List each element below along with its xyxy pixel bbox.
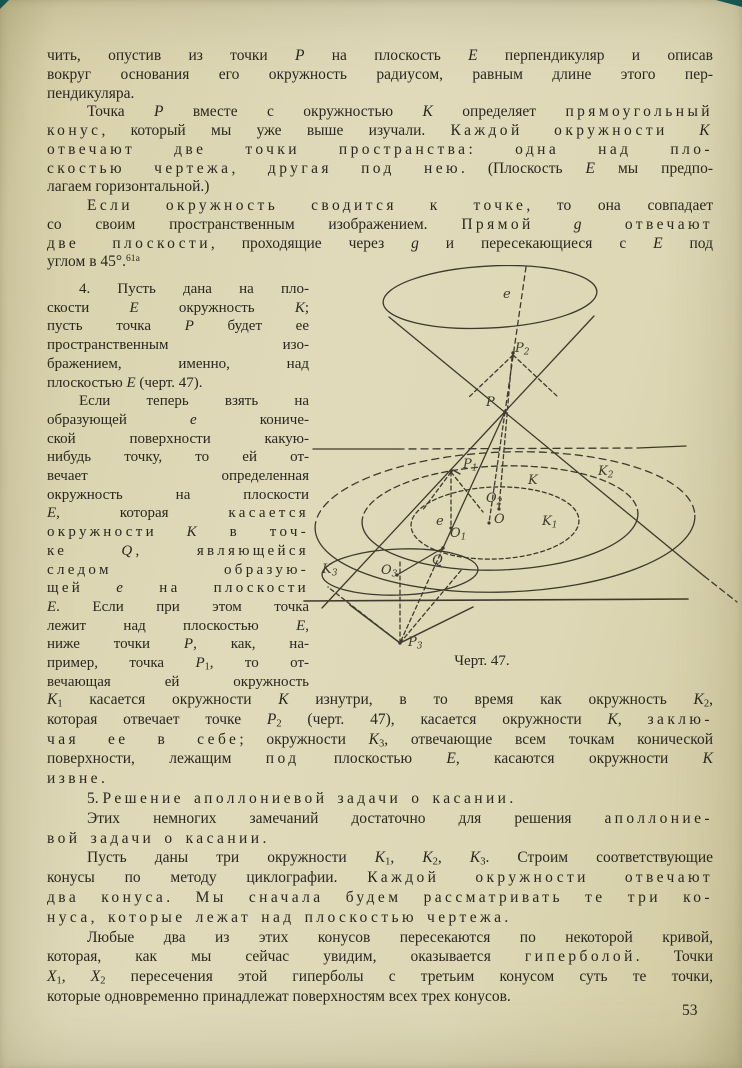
paragraph-block-left-column [47, 280, 309, 691]
text-line: нуса, которые лежат над плоскостью чертежа. [47, 908, 509, 926]
text-line: конусы по методу циклографии. Каждой окружности отвечают [47, 869, 713, 887]
text-line: Точка P вместе с окружностью K определяет прямоугольный [87, 103, 713, 121]
text-line: следом образую- [47, 561, 309, 578]
text-line: 4. Пусть дана на пло- [79, 281, 309, 297]
corner-decoration-top-left [0, 0, 9, 9]
text-line: вечающая ей окружность [47, 673, 309, 690]
figure-point-label: Q [432, 553, 443, 568]
figure-chert-47 [300, 265, 740, 680]
text-line: извне. [47, 770, 105, 788]
text-line: ской поверхности какую- [47, 430, 309, 447]
text-line: окружности K в точ- [47, 524, 310, 541]
text-line: нибудь точку, то ей от- [47, 449, 309, 466]
text-line: со своим пространственным изображением. Прямой g отвечают [47, 215, 713, 233]
text-line: которая отвечает точке $P_2$ (черт. 47), касается окружности K, заклю- [47, 710, 713, 730]
text-line: Любые два из этих конусов пересекаются по некоторой кривой, [87, 928, 713, 946]
text-line: плоскостью E (черт. 47). [47, 374, 203, 391]
text-line: пространственным изо- [47, 337, 309, 354]
text-line: вокруг основания его окружность радиусом, равным длине этого пер- [47, 65, 713, 83]
figure-point-label: $P_1$ [463, 457, 478, 474]
text-line: чить, опустив из точки P на плоскость E перпендикуляр и описав [47, 47, 713, 64]
text-line: поверхности, лежащим под плоскостью E, касаются окружности K [47, 750, 713, 768]
figure-point-label: $K_2$ [598, 464, 614, 481]
text-line: лагаем горизонтальной.) [47, 178, 210, 196]
text-line: лежит над плоскостью E, [47, 617, 309, 634]
text-line: пендикуляра. [47, 84, 135, 102]
figure-point-label: $P_3$ [408, 635, 423, 652]
figure-point-label: K [528, 473, 538, 488]
text-line: отвечают две точки пространства: одна над пло- [47, 140, 713, 158]
text-line: $K_1$ касается окружности K изнутри, в то время как окружность $K_2$, [47, 691, 714, 710]
figure-point-label: e [503, 287, 511, 302]
text-line: Пусть даны три окружности $K_1$, $K_2$, $K_3$. Строим соответствующие [87, 849, 714, 868]
figure-drawing [300, 265, 740, 650]
figure-point-label: $K_1$ [542, 514, 558, 531]
text-line: скостью чертежа, другая под нею. (Плоскость E мы предпо- [47, 159, 713, 177]
text-line: чая ее в себе; окружности $K_3$, отвечающие всем точкам конической [47, 730, 713, 750]
figure-point-label: $P_2$ [515, 341, 530, 358]
text-line: конус, который мы уже выше изучали. Каждой окружности K [47, 122, 713, 139]
text-line: скости E окружность K; [47, 299, 309, 316]
figure-point-label: $O_2$ [486, 491, 503, 508]
text-line: E. Если при этом точка [47, 598, 309, 615]
text-line: углом в 45°.$^{61a}$ [47, 253, 140, 271]
text-line: Если окружность сводится к точке, то она совпадает [87, 197, 713, 214]
figure-point-label: e [436, 514, 444, 529]
text-line: вечает определенная [47, 468, 309, 485]
text-line: образующей e кониче- [47, 411, 310, 428]
text-line: ке Q, являющейся [47, 542, 309, 559]
text-line: Если теперь взять на [79, 393, 309, 410]
text-line: вой задачи о касании. [47, 829, 267, 847]
text-line: пусть точка P будет ее [47, 318, 310, 335]
text-line: две плоскости, проходящие через g и пересекающиеся с E под [47, 234, 713, 252]
figure-point-label: O [494, 512, 505, 527]
text-line: щей e на плоскости [47, 580, 310, 597]
text-line: которая, как мы сейчас увидим, оказывается гиперболой. Точки [47, 948, 713, 966]
text-line: E, которая касается [47, 505, 309, 522]
corner-decoration-top-right [716, 0, 742, 7]
paragraph-block-bottom [47, 690, 713, 1007]
text-line: Этих немногих замечаний достаточно для решения аполлоние- [87, 809, 713, 827]
text-line: два конуса. Мы сначала будем рассматривать те три ко- [47, 888, 713, 906]
figure-point-label: $K_3$ [322, 562, 338, 579]
text-line: $X_1$, $X_2$ пересечения этой гиперболы с третьим конусом суть те точки, [47, 968, 713, 987]
text-line: 5. Решение аполлониевой задачи о касании. [87, 789, 514, 807]
page-number: 53 [682, 1002, 698, 1019]
figure-point-label: P [486, 395, 495, 410]
text-line: пример, точка $P_1$, то от- [47, 655, 309, 673]
figure-point-label: $O_3$ [381, 563, 398, 580]
text-line: окружность на плоскости [47, 486, 309, 503]
paragraph-block-top [47, 47, 713, 272]
figure-point-label: $O_1$ [450, 526, 467, 543]
text-line: которые одновременно принадлежат поверхностям всех трех конусов. [47, 987, 511, 1005]
figure-caption: Черт. 47. [454, 653, 510, 669]
text-line: бражением, именно, над [47, 355, 309, 372]
text-line: ниже точки P, как, на- [47, 636, 309, 653]
